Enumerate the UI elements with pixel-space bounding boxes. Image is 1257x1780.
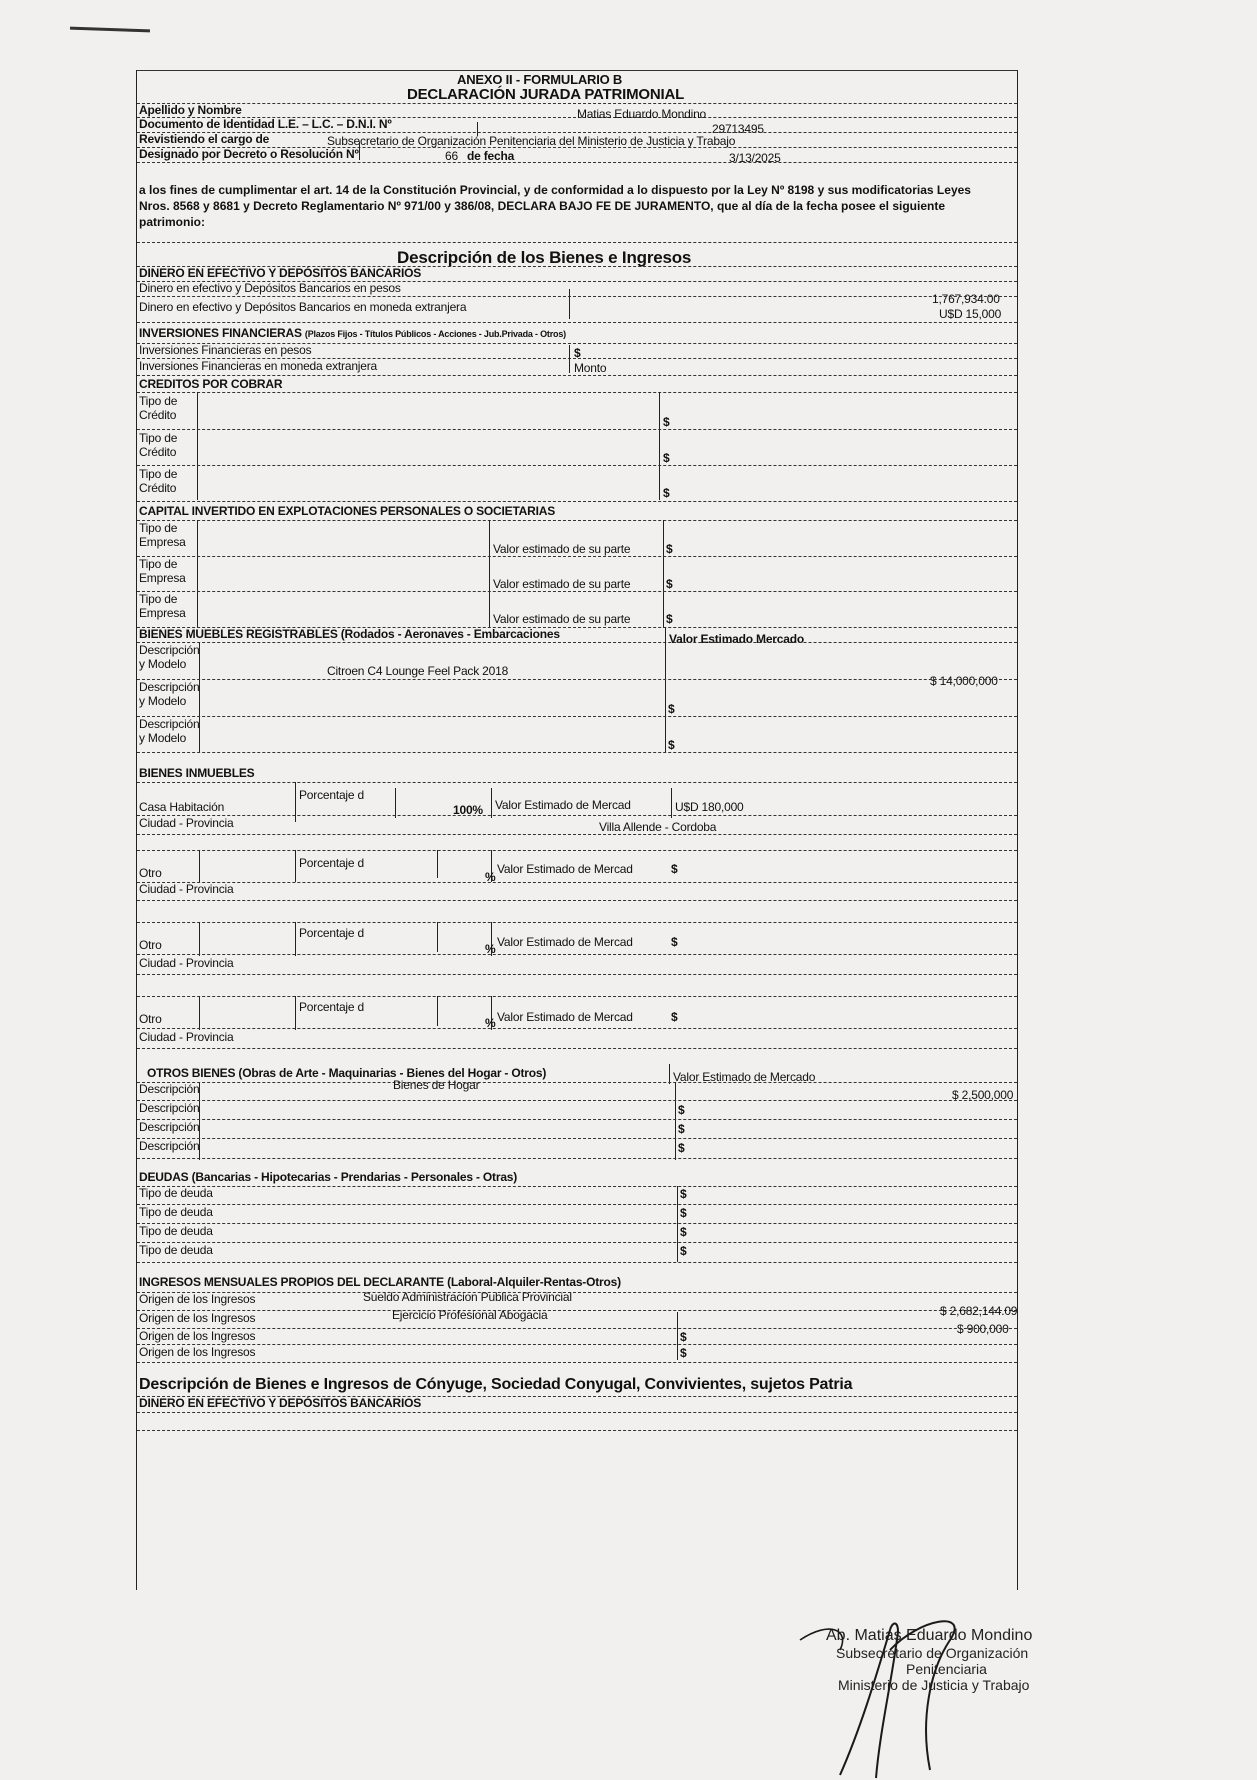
name-value: Matias Eduardo Mondino — [577, 107, 707, 121]
efectivo-pesos-value: 1,767,934.00 — [932, 292, 1000, 306]
creditos-title: CREDITOS POR COBRAR — [139, 377, 283, 391]
deuda-row-4-label: Tipo de deuda — [139, 1243, 213, 1257]
casa-valor-label: Valor Estimado de Mercad — [495, 798, 631, 812]
capital-row-1-label: Tipo de Empresa — [139, 521, 186, 549]
inversiones-pesos-symbol: $ — [574, 346, 581, 360]
conyuge-sub: DINERO EN EFECTIVO Y DEPÓSITOS BANCARIOS — [139, 1396, 422, 1410]
declaration-form — [136, 70, 1018, 1590]
otro-3-label: Otro — [139, 1012, 162, 1026]
capital-title: CAPITAL INVERTIDO EN EXPLOTACIONES PERSONALES O SOCIETARIAS — [139, 504, 556, 518]
signature-line-3: Penitenciaria — [906, 1661, 987, 1677]
ingreso-row-2-value: $ 900,000 — [957, 1322, 1009, 1336]
ingreso-row-2-item: Ejercicio Profesional Abogacia — [392, 1308, 548, 1322]
otro-2-percent: % — [485, 942, 496, 956]
capital-row-3-valor: Valor estimado de su parte — [493, 612, 631, 626]
ingreso-row-1-item: Sueldo Administracion Publica Provincial — [363, 1290, 572, 1304]
mueble-row-2-label: Descripción y Modelo — [139, 680, 200, 708]
credito-row-3-symbol: $ — [663, 486, 670, 500]
doc-value: 29713495 — [712, 122, 764, 136]
otro-2-label: Otro — [139, 938, 162, 952]
inversiones-ext-label: Inversiones Financieras en moneda extranjera — [139, 359, 378, 373]
ingreso-row-3-symbol: $ — [680, 1330, 687, 1344]
efectivo-ext-label: Dinero en efectivo y Depósitos Bancarios en moneda extranjera — [139, 300, 467, 314]
casa-porcentaje-label: Porcentaje d — [299, 788, 364, 802]
otro-3-percent: % — [485, 1016, 496, 1030]
mueble-row-1-value: $ 14,000,000 — [930, 674, 998, 688]
otro-1-porcentaje-label: Porcentaje d — [299, 856, 364, 870]
ingresos-title: INGRESOS MENSUALES PROPIOS DEL DECLARANTE (Laboral-Alquiler-Rentas-Otros) — [139, 1275, 621, 1289]
otro-1-symbol: $ — [671, 862, 678, 876]
name-label: Apellido y Nombre — [139, 103, 242, 117]
otro-3-porcentaje-label: Porcentaje d — [299, 1000, 364, 1014]
deuda-row-4-symbol: $ — [680, 1244, 687, 1258]
fecha-label: de fecha — [467, 149, 515, 163]
intro-paragraph: a los fines de cumplimentar el art. 14 de la Constitución Provincial, y de conformidad a lo dispuesto por la Ley Nº 8198 y sus modificatorias Leyes Nros. 8568 y 8681 y Decreto Reglamentario Nº 971/00 y 386/08, DECLARA BAJO FE DE JURAMENTO, que al día de la fecha posee el siguiente patrimonio: — [139, 183, 971, 229]
efectivo-title: DINERO EN EFECTIVO Y DEPÓSITOS BANCARIOS — [139, 266, 422, 280]
credito-row-1-label: Tipo de Crédito — [139, 394, 178, 422]
otros-row-2-symbol: $ — [678, 1103, 685, 1117]
otros-row-1-item: Bienes de Hogar — [393, 1078, 480, 1092]
deuda-row-3-label: Tipo de deuda — [139, 1224, 213, 1238]
cargo-value: Subsecretario de Organización Penitenciaria del Ministerio de Justicia y Trabajo — [327, 134, 736, 148]
credito-row-3-label: Tipo de Crédito — [139, 467, 178, 495]
inversiones-title: INVERSIONES FINANCIERAS (Plazos Fijos - Títulos Públicos - Acciones - Jub.Privada - Otros) — [139, 326, 566, 340]
conyuge-title: Descripción de Bienes e Ingresos de Cónyuge, Sociedad Conyugal, Convivientes, sujetos Patria — [139, 1376, 853, 1393]
decreto-label: Designado por Decreto o Resolución Nº — [139, 147, 359, 161]
mueble-row-3-label: Descripción y Modelo — [139, 717, 200, 745]
capital-row-1-valor: Valor estimado de su parte — [493, 542, 631, 556]
otro-3-valor-label: Valor Estimado de Mercad — [497, 1010, 633, 1024]
otro-3-ciudad-label: Ciudad - Provincia — [139, 1030, 234, 1044]
casa-valor-value: U$D 180,000 — [675, 800, 744, 814]
mueble-row-1-label: Descripción y Modelo — [139, 643, 200, 671]
deuda-row-2-label: Tipo de deuda — [139, 1205, 213, 1219]
section-title: Descripción de los Bienes e Ingresos — [397, 248, 692, 267]
signature-line-4: Ministerio de Justicia y Trabajo — [838, 1677, 1030, 1693]
otro-2-symbol: $ — [671, 935, 678, 949]
capital-row-1-symbol: $ — [666, 542, 673, 556]
muebles-title: BIENES MUEBLES REGISTRABLES (Rodados - Aeronaves - Embarcaciones — [139, 627, 560, 641]
signature-line-2: Subsecretario de Organización — [836, 1645, 1029, 1661]
mueble-row-3-symbol: $ — [668, 738, 675, 752]
cargo-label: Revistiendo el cargo de — [139, 132, 270, 146]
capital-row-3-label: Tipo de Empresa — [139, 592, 186, 620]
inmuebles-title: BIENES INMUEBLES — [139, 766, 255, 780]
ingreso-row-4-symbol: $ — [680, 1346, 687, 1360]
otro-1-percent: % — [485, 870, 496, 884]
decreto-number: 66 — [445, 149, 458, 163]
anexo-title: ANEXO II - FORMULARIO B — [457, 72, 623, 87]
corner-mark — [70, 27, 150, 33]
ingreso-row-1-label: Origen de los Ingresos — [139, 1292, 256, 1306]
deuda-row-3-symbol: $ — [680, 1225, 687, 1239]
mueble-row-2-symbol: $ — [668, 702, 675, 716]
inversiones-pesos-label: Inversiones Financieras en pesos — [139, 343, 312, 357]
doc-label: Documento de Identidad L.E. – L.C. – D.N.I. Nº — [139, 117, 392, 131]
otro-1-label: Otro — [139, 866, 162, 880]
deudas-title: DEUDAS (Bancarias - Hipotecarias - Prendarias - Personales - Otras) — [139, 1170, 518, 1184]
otro-1-ciudad-label: Ciudad - Provincia — [139, 882, 234, 896]
signature-line-1: Ab. Matias Eduardo Mondino — [826, 1627, 1033, 1644]
inversiones-ext-monto: Monto — [574, 361, 607, 375]
form-title: DECLARACIÓN JURADA PATRIMONIAL — [407, 86, 685, 103]
capital-row-2-symbol: $ — [666, 577, 673, 591]
otros-row-1-value: $ 2,500,000 — [952, 1088, 1014, 1102]
capital-row-2-valor: Valor estimado de su parte — [493, 577, 631, 591]
casa-porcentaje-value: 100% — [453, 803, 483, 817]
deuda-row-1-symbol: $ — [680, 1187, 687, 1201]
otro-2-porcentaje-label: Porcentaje d — [299, 926, 364, 940]
otros-row-2-label: Descripción — [139, 1101, 200, 1115]
otro-2-valor-label: Valor Estimado de Mercad — [497, 935, 633, 949]
mueble-row-1-item: Citroen C4 Lounge Feel Pack 2018 — [327, 664, 509, 678]
efectivo-pesos-label: Dinero en efectivo y Depósitos Bancarios en pesos — [139, 281, 401, 295]
otros-title: OTROS BIENES (Obras de Arte - Maquinarias - Bienes del Hogar - Otros) — [147, 1066, 547, 1080]
casa-ciudad-value: Villa Allende - Cordoba — [599, 820, 717, 834]
otros-row-4-symbol: $ — [678, 1141, 685, 1155]
fecha-value: 3/13/2025 — [729, 151, 781, 165]
ingreso-row-1-value: $ 2,682,144.09 — [940, 1304, 1018, 1318]
ingreso-row-3-label: Origen de los Ingresos — [139, 1329, 256, 1343]
otros-row-4-label: Descripción — [139, 1139, 200, 1153]
otro-1-valor-label: Valor Estimado de Mercad — [497, 862, 633, 876]
capital-row-3-symbol: $ — [666, 612, 673, 626]
ingreso-row-2-label: Origen de los Ingresos — [139, 1311, 256, 1325]
muebles-valor-header: Valor Estimado Mercado — [669, 632, 804, 646]
otros-row-3-label: Descripción — [139, 1120, 200, 1134]
credito-row-2-label: Tipo de Crédito — [139, 431, 178, 459]
handwritten-signature — [780, 1610, 1060, 1780]
casa-ciudad-label: Ciudad - Provincia — [139, 816, 234, 830]
deuda-row-1-label: Tipo de deuda — [139, 1186, 213, 1200]
credito-row-2-symbol: $ — [663, 451, 670, 465]
deuda-row-2-symbol: $ — [680, 1206, 687, 1220]
otros-row-3-symbol: $ — [678, 1122, 685, 1136]
otro-2-ciudad-label: Ciudad - Provincia — [139, 956, 234, 970]
ingreso-row-4-label: Origen de los Ingresos — [139, 1345, 256, 1359]
credito-row-1-symbol: $ — [663, 415, 670, 429]
otros-row-1-label: Descripción — [139, 1082, 200, 1096]
otro-3-symbol: $ — [671, 1010, 678, 1024]
otros-valor-header: Valor Estimado de Mercado — [673, 1070, 816, 1084]
efectivo-ext-value: U$D 15,000 — [939, 307, 1002, 321]
casa-label: Casa Habitación — [139, 800, 225, 814]
capital-row-2-label: Tipo de Empresa — [139, 557, 186, 585]
